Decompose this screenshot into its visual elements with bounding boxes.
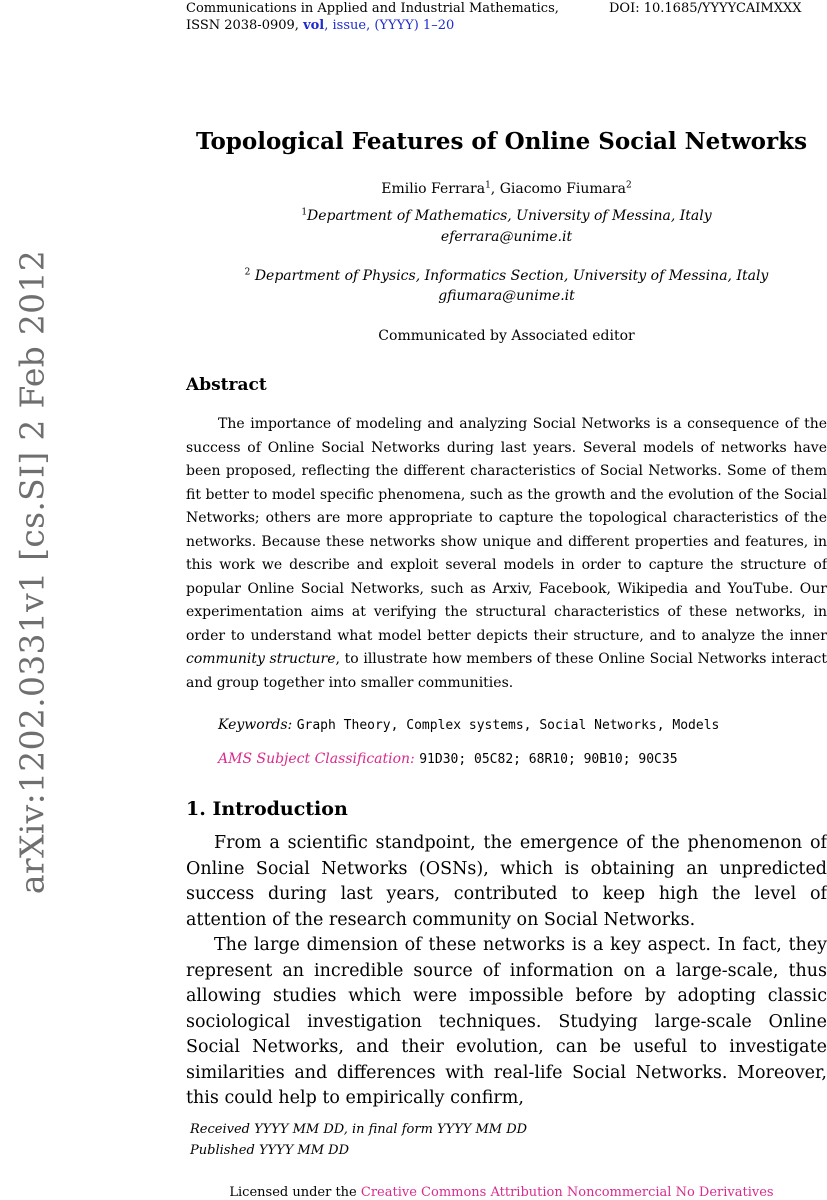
published-date: Published YYYY MM DD (190, 1143, 350, 1158)
paper-title: Topological Features of Online Social Networks (195, 128, 808, 155)
abstract-body-end: , to illustrate how members of these Online Social Networks interact and group together into smaller communities. (186, 651, 827, 691)
abstract-heading: Abstract (186, 375, 267, 395)
keywords-value: Graph Theory, Complex systems, Social Networks, Models (296, 718, 720, 733)
author-2: Giacomo Fiumara (499, 181, 627, 197)
vol-link[interactable]: vol (303, 18, 325, 33)
abstract-text (186, 413, 827, 695)
affiliation-2-dept: Department of Physics, Informatics Section, University of Messina, Italy (250, 268, 769, 284)
affiliation-2 (186, 268, 827, 284)
abstract-body: The importance of modeling and analyzing Social Networks is a consequence of the success of Online Social Networks during last years. Several models of networks have been proposed, reflecting the different characteristics of Social Networks. Some of them fit better to model specific phenomena, such as the growth and the evolution of the Social Networks; others are more appropriate to capture the topological characteristics of the networks. Because these networks show unique and different properties and features, in this work we describe and exploit several models in order to capture the structure of popular Online Social Networks, such as Arxiv, Facebook, Wikipedia and YouTube. Our experimentation aims at verifying the structural characteristics of these networks, in order to understand what model better depicts their structure, and to analyze the inner (186, 416, 827, 644)
author-2-sup: 2 (626, 180, 632, 191)
affiliation-1-email[interactable]: eferrara@unime.it (440, 229, 573, 245)
author-line (186, 181, 827, 197)
license-link[interactable]: Creative Commons Attribution Noncommercial No Derivatives (360, 1185, 774, 1200)
keywords-label: Keywords: (218, 717, 293, 733)
arxiv-stamp-text: arXiv:1202.0331v1 [cs.SI] 2 Feb 2012 (12, 249, 52, 895)
affiliation-2-sup: 2 (244, 267, 251, 278)
ams-value: 91D30; 05C82; 68R10; 90B10; 90C35 (419, 752, 678, 767)
author-1-sup: 1 (485, 180, 491, 191)
ams-label[interactable]: AMS Subject Classification: (218, 751, 415, 767)
affiliation-2-email[interactable]: gfiumara@unime.it (438, 288, 575, 304)
doi: DOI: 10.1685/YYYYCAIMXXX (609, 1, 802, 16)
issue-year-link[interactable]: , issue, (YYYY) 1–20 (324, 18, 455, 33)
journal-header (186, 0, 559, 34)
issn: ISSN 2038-0909, (186, 18, 304, 33)
received-date: Received YYYY MM DD, in final form YYYY MM DD (190, 1122, 528, 1137)
author-sep: , (490, 181, 500, 197)
introduction-heading: 1. Introduction (186, 798, 348, 820)
affiliation-1-dept: Department of Mathematics, University of Messina, Italy (307, 208, 712, 224)
abstract-emphasis: community structure (186, 651, 336, 667)
issn-line (186, 17, 559, 34)
arxiv-stamp (0, 0, 64, 1200)
affiliation-1 (186, 208, 827, 224)
author-1: Emilio Ferrara (381, 181, 486, 197)
affiliation-1-sup: 1 (301, 207, 308, 218)
ams-classification (218, 751, 678, 767)
communicated-by: Communicated by Associated editor (378, 328, 635, 344)
license-prefix: Licensed under the (229, 1185, 361, 1200)
license-line (0, 1185, 827, 1200)
intro-paragraph-1: From a scientific standpoint, the emergence of the phenomenon of Online Social Networks (OSNs), which is obtaining an unpredicted success during last years, contributed to keep high the level of attention of the research community on Social Networks. (186, 833, 827, 930)
keywords (218, 717, 719, 733)
intro-paragraph-2: The large dimension of these networks is a key aspect. In fact, they represent an incredible source of information on a large-scale, thus allowing studies which were impossible before by adopting classic sociological investigation techniques. Studying large-scale Online Social Networks, and their evolution, can be useful to investigate similarities and differences with real-life Social Networks. Moreover, this could help to empirically confirm, (186, 935, 827, 1108)
journal-name: Communications in Applied and Industrial Mathematics, (186, 1, 559, 16)
